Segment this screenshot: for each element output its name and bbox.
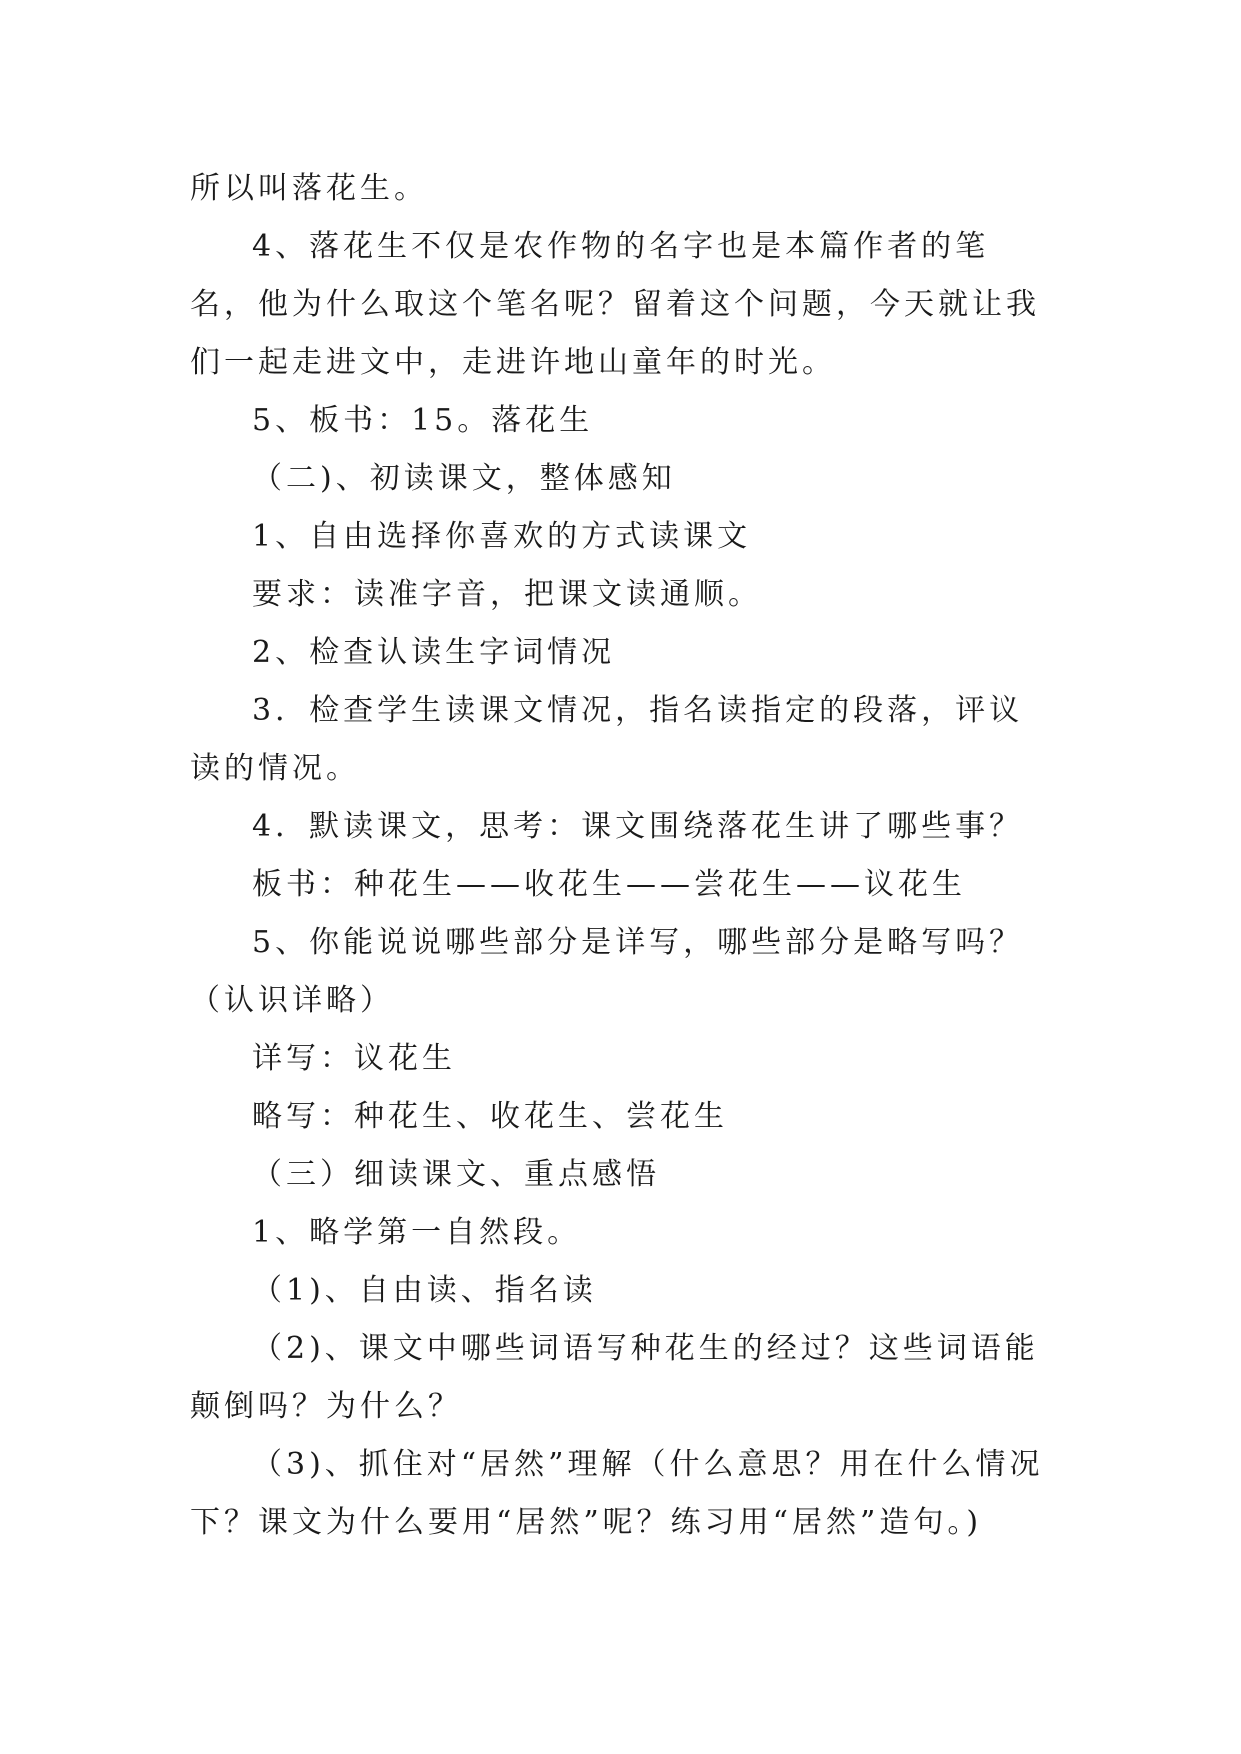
paragraph: 3．检查学生读课文情况，指名读指定的段落，评议读的情况。 [190,693,1024,786]
paragraph: （2)、课文中哪些词语写种花生的经过？这些词语能颠倒吗？为什么？ [190,1331,1039,1424]
paragraph: （1)、自由读、指名读 [252,1273,597,1308]
paragraph: 4、落花生不仅是农作物的名字也是本篇作者的笔名，他为什么取这个笔名呢？留着这个问题，今天就让我们一起走进文中，走进许地山童年的时光。 [190,229,1040,380]
paragraph: 4．默读课文，思考：课文围绕落花生讲了哪些事？ [252,809,1024,844]
section-heading: （二)、初读课文，整体感知 [252,461,676,496]
paragraph: 1、自由选择你喜欢的方式读课文 [252,519,752,554]
paragraph: 5、板书：15。落花生 [252,403,594,438]
paragraph: 5、你能说说哪些部分是详写，哪些部分是略写吗？（认识详略） [190,925,1024,1018]
paragraph: 所以叫落花生。 [190,171,428,206]
paragraph: 1、略学第一自然段。 [252,1215,582,1250]
paragraph: 略写：种花生、收花生、尝花生 [252,1099,728,1134]
paragraph: （3)、抓住对“居然”理解（什么意思？用在什么情况下？课文为什么要用“居然”呢？练习用“居然”造句。) [190,1447,1044,1540]
document-body [190,160,1050,1552]
paragraph: 2、检查认读生字词情况 [252,635,616,670]
section-heading: （三）细读课文、重点感悟 [252,1157,660,1192]
paragraph: 板书：种花生——收花生——尝花生——议花生 [252,867,966,902]
paragraph: 详写：议花生 [252,1041,456,1076]
paragraph: 要求：读准字音，把课文读通顺。 [252,577,762,612]
